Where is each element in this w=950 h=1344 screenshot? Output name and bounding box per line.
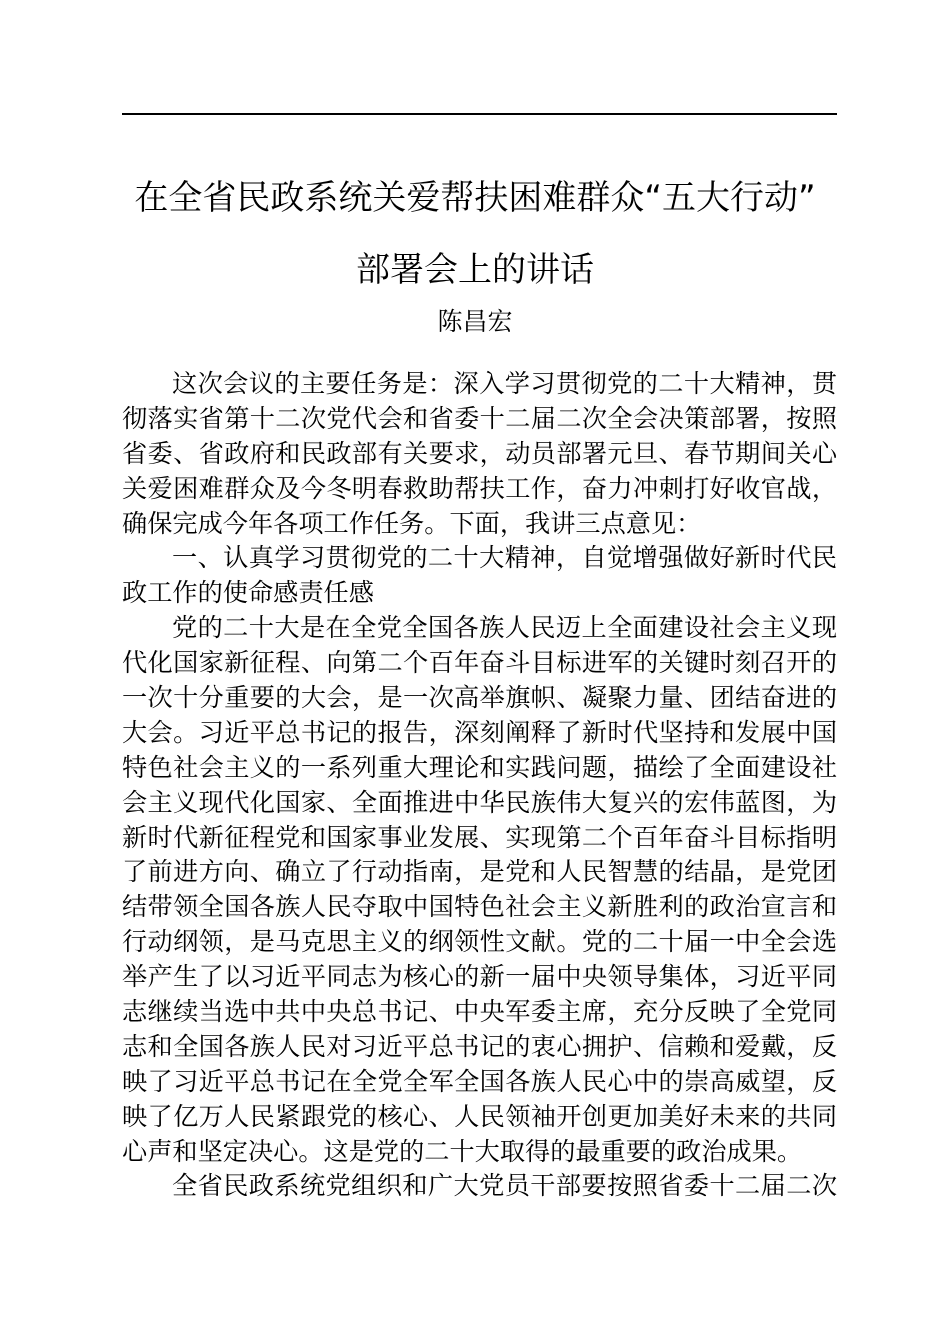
body-line: 特色社会主义的一系列重大理论和实践问题，描绘了全面建设社 — [122, 752, 837, 782]
body-line: 全省民政系统党组织和广大党员干部要按照省委十二届二次 — [172, 1171, 837, 1201]
body-line: 行动纲领，是马克思主义的纲领性文献。党的二十届一中全会选 — [122, 927, 837, 957]
body-line: 一次十分重要的大会，是一次高举旗帜、凝聚力量、团结奋进的 — [122, 683, 837, 713]
section-heading-line: 政工作的使命感责任感 — [122, 578, 374, 608]
body-line: 省委、省政府和民政部有关要求，动员部署元旦、春节期间关心 — [122, 438, 837, 468]
body-line: 心声和坚定决心。这是党的二十大取得的最重要的政治成果。 — [122, 1136, 803, 1166]
body-line: 新时代新征程党和国家事业发展、实现第二个百年奋斗目标指明 — [122, 822, 837, 852]
body-line: 映了亿万人民紧跟党的核心、人民领袖开创更加美好未来的共同 — [122, 1101, 837, 1131]
body-line: 结带领全国各族人民夺取中国特色社会主义新胜利的政治宣言和 — [122, 892, 837, 922]
body-line: 关爱困难群众及今冬明春救助帮扶工作，奋力冲刺打好收官战， — [122, 473, 837, 503]
body-line: 确保完成今年各项工作任务。下面，我讲三点意见： — [122, 508, 702, 538]
body-line: 党的二十大是在全党全国各族人民迈上全面建设社会主义现 — [172, 613, 837, 643]
body-line: 映了习近平总书记在全党全军全国各族人民心中的崇高威望，反 — [122, 1066, 837, 1096]
body-line: 举产生了以习近平同志为核心的新一届中央领导集体，习近平同 — [122, 962, 837, 992]
body-line: 大会。习近平总书记的报告，深刻阐释了新时代坚持和发展中国 — [122, 717, 837, 747]
document-title-line-2: 部署会上的讲话 — [356, 250, 594, 290]
header-rule — [122, 113, 837, 115]
author-name: 陈昌宏 — [437, 307, 513, 336]
body-line: 会主义现代化国家、全面推进中华民族伟大复兴的宏伟蓝图，为 — [122, 787, 837, 817]
section-heading-line: 一、认真学习贯彻党的二十大精神，自觉增强做好新时代民 — [172, 543, 837, 573]
body-line: 这次会议的主要任务是：深入学习贯彻党的二十大精神，贯 — [172, 369, 837, 398]
body-line: 代化国家新征程、向第二个百年奋斗目标进军的关键时刻召开的 — [122, 648, 837, 678]
body-line: 志继续当选中共中央总书记、中央军委主席，充分反映了全党同 — [122, 997, 837, 1027]
body-text — [122, 367, 837, 1204]
body-line: 志和全国各族人民对习近平总书记的衷心拥护、信赖和爱戴，反 — [122, 1031, 837, 1061]
document-title-line-1: 在全省民政系统关爱帮扶困难群众“五大行动” — [134, 178, 816, 218]
body-line: 了前进方向、确立了行动指南，是党和人民智慧的结晶，是党团 — [122, 857, 837, 887]
body-line: 彻落实省第十二次党代会和省委十二届二次全会决策部署，按照 — [122, 403, 837, 433]
